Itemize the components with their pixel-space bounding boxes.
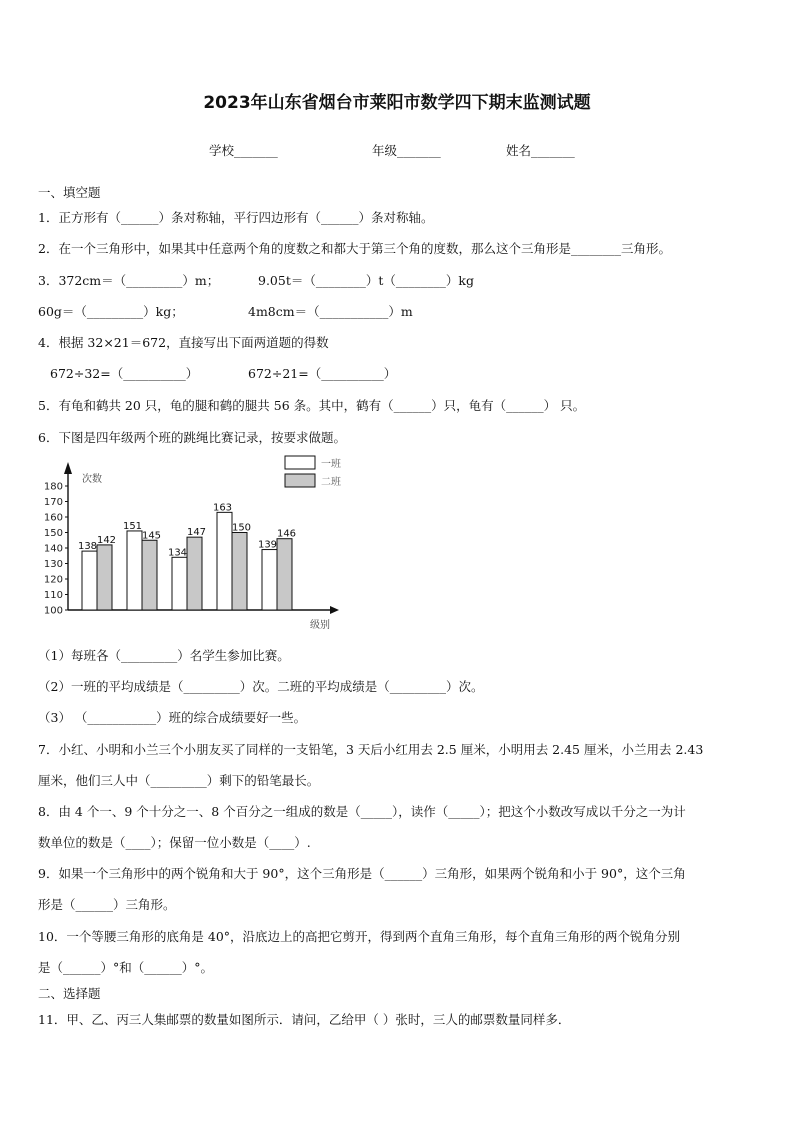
bar-value-label: 142 — [96, 534, 117, 546]
question-7-line-2: 厘米，他们三人中（_________）剩下的铅笔最长。 — [38, 773, 320, 788]
question-2: 2．在一个三角形中，如果其中任意两个角的度数之和都大于第三个角的度数，那么这个三角形是________三角形。 — [38, 241, 671, 256]
y-tick-label: 100 — [43, 605, 63, 617]
section-choice-heading: 二、选择题 — [38, 986, 101, 1001]
question-6-part-1: （1）每班各（_________）名学生参加比赛。 — [38, 648, 290, 663]
grade-field[interactable]: 年级_______ — [372, 143, 441, 158]
y-tick-label: 170 — [43, 497, 63, 508]
bar-value-label: 150 — [231, 522, 252, 534]
school-field[interactable]: 学校_______ — [209, 143, 278, 158]
bar-value-label: 147 — [186, 527, 207, 539]
name-field[interactable]: 姓名_______ — [506, 143, 575, 158]
bar-value-label: 151 — [122, 520, 143, 532]
bar-value-label: 138 — [77, 541, 98, 553]
bar — [277, 539, 292, 610]
question-1: 1．正方形有（______）条对称轴，平行四边形有（______）条对称轴。 — [38, 210, 434, 225]
question-3-part-a: 3．372cm＝（_________）m； — [38, 273, 220, 288]
y-tick-label: 110 — [43, 590, 63, 601]
y-axis-arrow — [64, 462, 72, 474]
question-6: 6．下图是四年级两个班的跳绳比赛记录，按要求做题。 — [38, 430, 346, 445]
question-4: 4．根据 32×21＝672，直接写出下面两道题的得数 — [38, 335, 329, 350]
bar-value-label: 145 — [141, 530, 162, 542]
bar — [127, 531, 142, 610]
bar-value-label: 139 — [257, 539, 278, 551]
bar-value-label: 163 — [212, 502, 233, 514]
jump-rope-bar-chart — [30, 452, 350, 637]
bar — [262, 550, 277, 610]
y-tick-label: 150 — [43, 528, 63, 539]
question-10-line-1: 10．一个等腰三角形的底角是 40°，沿底边上的高把它剪开，得到两个直角三角形，每个直角三角形的两个锐角分别 — [38, 929, 681, 944]
legend-swatch — [285, 456, 315, 469]
y-tick-label: 180 — [43, 481, 63, 493]
y-tick-label: 120 — [43, 574, 63, 586]
bar — [187, 537, 202, 610]
question-9-line-2: 形是（______）三角形。 — [38, 897, 176, 912]
bar — [172, 557, 187, 610]
bar-value-label: 134 — [167, 547, 188, 559]
question-8-line-1: 8．由 4 个一、9 个十分之一、8 个百分之一组成的数是（_____），读作（_____）；把这个小数改写成以千分之一为计 — [38, 804, 686, 819]
bar — [232, 533, 247, 611]
question-11: 11．甲、乙、丙三人集邮票的数量如图所示．请问，乙给甲（ ）张时，三人的邮票数量同样多． — [38, 1012, 571, 1027]
section-fill-heading: 一、填空题 — [38, 185, 101, 200]
question-7-line-1: 7．小红、小明和小兰三个小朋友买了同样的一支铅笔，3 天后小红用去 2.5 厘米，小明用去 2.45 厘米，小兰用去 2.43 — [38, 742, 704, 757]
question-3-part-c: 60g＝（_________）kg； — [38, 304, 184, 319]
y-tick-label: 140 — [43, 543, 63, 555]
question-5: 5．有龟和鹤共 20 只，龟的腿和鹤的腿共 56 条。其中，鹤有（______）只，龟有（______） 只。 — [38, 398, 586, 413]
question-10-line-2: 是（______）°和（______）°。 — [38, 960, 214, 975]
x-axis-label: 级别 — [310, 620, 330, 631]
y-tick-label: 160 — [43, 512, 63, 524]
question-3-part-b: 9.05t＝（________）t（________）kg — [258, 273, 474, 288]
bar — [217, 512, 232, 610]
page-title: 2023年山东省烟台市莱阳市数学四下期末监测试题 — [203, 93, 591, 113]
bar — [97, 545, 112, 610]
question-6-part-3: （3） （___________）班的综合成绩要好一些。 — [38, 710, 307, 725]
question-6-part-2: （2）一班的平均成绩是（_________）次。二班的平均成绩是（_________）次。 — [38, 679, 484, 694]
legend-label: 一班 — [321, 459, 341, 470]
x-axis-arrow — [330, 606, 339, 614]
question-3-part-d: 4m8cm＝（___________）m — [248, 304, 413, 319]
question-8-line-2: 数单位的数是（____）；保留一位小数是（____）. — [38, 835, 311, 850]
bar-value-label: 146 — [276, 528, 297, 540]
question-4-part-b: 672÷21=（__________） — [248, 366, 397, 381]
question-9-line-1: 9．如果一个三角形中的两个锐角和大于 90°，这个三角形是（______）三角形，如果两个锐角和小于 90°，这个三角 — [38, 866, 686, 881]
legend-swatch — [285, 474, 315, 487]
legend-label: 二班 — [321, 477, 341, 488]
y-axis-label: 次数 — [82, 474, 102, 485]
question-4-part-a: 672÷32=（__________） — [50, 366, 199, 381]
bar — [82, 551, 97, 610]
y-tick-label: 130 — [43, 559, 63, 570]
bar — [142, 540, 157, 610]
